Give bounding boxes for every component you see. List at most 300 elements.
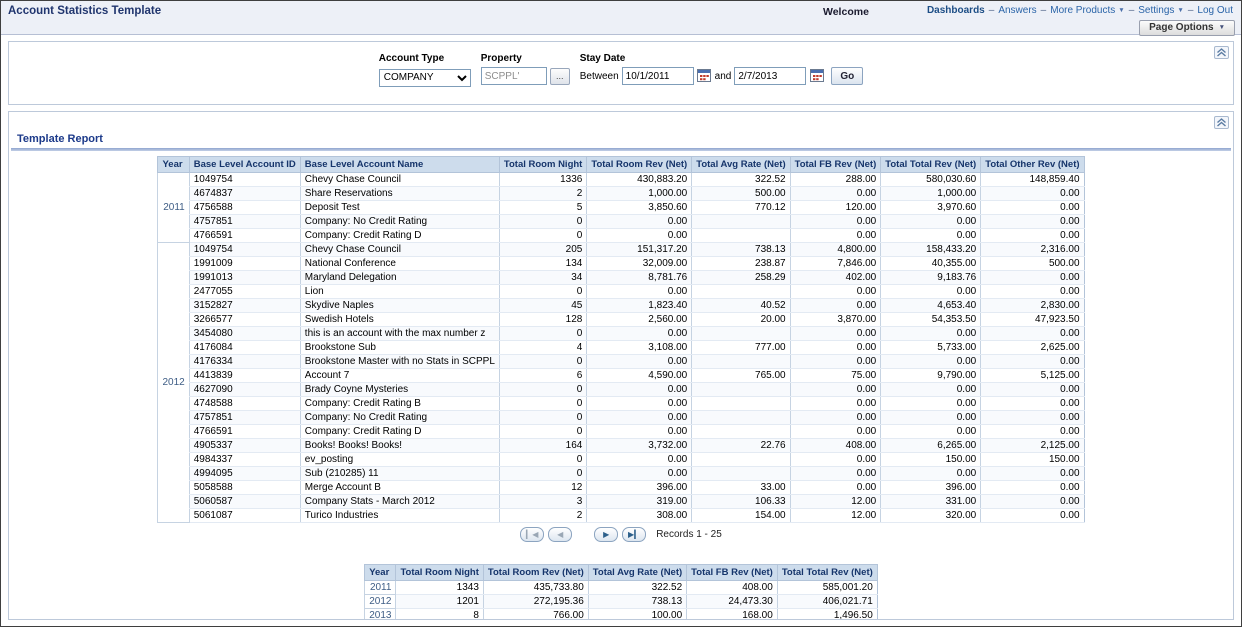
account-name-cell: Turico Industries — [300, 509, 499, 523]
account-name-cell: this is an account with the max number z — [300, 327, 499, 341]
value-cell — [692, 229, 790, 243]
account-id-cell: 3454080 — [189, 327, 300, 341]
value-cell: 0.00 — [587, 215, 692, 229]
report-title: Template Report — [17, 133, 103, 145]
value-cell: 12 — [499, 481, 586, 495]
account-id-cell: 4757851 — [189, 411, 300, 425]
value-cell: 738.13 — [692, 243, 790, 257]
table-row — [158, 243, 1084, 257]
value-cell: 0.00 — [790, 285, 881, 299]
account-id-cell: 4176334 — [189, 355, 300, 369]
account-name-cell: Skydive Naples — [300, 299, 499, 313]
value-cell: 0.00 — [587, 397, 692, 411]
summary-value-cell: 1,496.50 — [777, 609, 877, 620]
value-cell — [692, 467, 790, 481]
value-cell: 0.00 — [587, 229, 692, 243]
table-row — [158, 453, 1084, 467]
summary-section — [9, 564, 1233, 619]
account-id-cell: 1991009 — [189, 257, 300, 271]
property-label: Property — [480, 53, 522, 64]
summary-value-cell: 272,195.36 — [483, 595, 588, 609]
column-header: Base Level Account ID — [189, 157, 300, 173]
value-cell: 3,870.00 — [790, 313, 881, 327]
value-cell: 20.00 — [692, 313, 790, 327]
value-cell: 396.00 — [881, 481, 981, 495]
value-cell: 8,781.76 — [587, 271, 692, 285]
value-cell — [692, 397, 790, 411]
value-cell: 0.00 — [981, 495, 1084, 509]
table-row — [158, 397, 1084, 411]
stay-date-to-input[interactable] — [734, 67, 806, 85]
value-cell: 5,733.00 — [881, 341, 981, 355]
value-cell: 4,800.00 — [790, 243, 881, 257]
table-row — [158, 229, 1084, 243]
table-row — [158, 411, 1084, 425]
account-type-label: Account Type — [378, 53, 445, 64]
account-id-cell: 4905337 — [189, 439, 300, 453]
page-options-button[interactable] — [1139, 20, 1235, 36]
account-id-cell: 4756588 — [189, 201, 300, 215]
table-row — [158, 327, 1084, 341]
chevron-down-icon: ▼ — [1177, 7, 1184, 14]
value-cell — [692, 453, 790, 467]
account-name-cell: Share Reservations — [300, 187, 499, 201]
main-report-table — [157, 156, 1084, 523]
table-row — [158, 467, 1084, 481]
value-cell: 0.00 — [981, 215, 1084, 229]
value-cell: 2,125.00 — [981, 439, 1084, 453]
summary-row — [365, 609, 878, 620]
value-cell: 0.00 — [587, 383, 692, 397]
account-name-cell: Brady Coyne Mysteries — [300, 383, 499, 397]
column-header: Total Avg Rate (Net) — [692, 157, 790, 173]
value-cell: 0.00 — [981, 327, 1084, 341]
summary-header-row — [365, 565, 878, 581]
column-header: Total Room Rev (Net) — [587, 157, 692, 173]
value-cell: 0.00 — [790, 341, 881, 355]
value-cell: 45 — [499, 299, 586, 313]
value-cell: 0 — [499, 425, 586, 439]
account-id-cell: 4984337 — [189, 453, 300, 467]
table-row — [158, 355, 1084, 369]
account-id-cell: 4413839 — [189, 369, 300, 383]
last-page-button[interactable]: ▶▎ — [622, 527, 646, 542]
value-cell: 0.00 — [790, 453, 881, 467]
value-cell: 0.00 — [587, 453, 692, 467]
nav-separator: – — [1187, 5, 1194, 16]
value-cell: 4,590.00 — [587, 369, 692, 383]
account-type-select[interactable] — [379, 69, 471, 87]
account-id-cell: 1049754 — [189, 173, 300, 187]
pagination — [9, 527, 1233, 542]
column-header: Base Level Account Name — [300, 157, 499, 173]
account-name-cell: Brookstone Master with no Stats in SCPPL — [300, 355, 499, 369]
account-id-cell: 3266577 — [189, 313, 300, 327]
value-cell: 3,850.60 — [587, 201, 692, 215]
value-cell: 2,560.00 — [587, 313, 692, 327]
collapse-chevron-icon — [1216, 118, 1227, 127]
value-cell: 0.00 — [981, 271, 1084, 285]
account-name-cell: Chevy Chase Council — [300, 243, 499, 257]
value-cell: 580,030.60 — [881, 173, 981, 187]
account-name-cell: Maryland Delegation — [300, 271, 499, 285]
value-cell: 0.00 — [587, 355, 692, 369]
value-cell: 34 — [499, 271, 586, 285]
summary-value-cell: 1343 — [396, 581, 483, 595]
top-nav — [927, 5, 1233, 16]
value-cell: 5,125.00 — [981, 369, 1084, 383]
year-group-cell: 2012 — [158, 243, 189, 523]
value-cell: 0.00 — [981, 411, 1084, 425]
value-cell — [692, 383, 790, 397]
value-cell: 33.00 — [692, 481, 790, 495]
column-header: Total Other Rev (Net) — [981, 157, 1084, 173]
summary-value-cell: 1201 — [396, 595, 483, 609]
stay-date-from-input[interactable] — [622, 67, 694, 85]
summary-row — [365, 581, 878, 595]
calendar-icon[interactable] — [809, 69, 824, 84]
calendar-icon[interactable] — [697, 69, 712, 84]
value-cell: 54,353.50 — [881, 313, 981, 327]
value-cell: 0 — [499, 229, 586, 243]
account-name-cell: Lion — [300, 285, 499, 299]
top-bar — [1, 1, 1241, 35]
summary-value-cell: 24,473.30 — [687, 595, 778, 609]
value-cell: 9,790.00 — [881, 369, 981, 383]
summary-value-cell: 435,733.80 — [483, 581, 588, 595]
value-cell: 0 — [499, 285, 586, 299]
value-cell: 0 — [499, 467, 586, 481]
value-cell: 322.52 — [692, 173, 790, 187]
value-cell: 320.00 — [881, 509, 981, 523]
value-cell: 0.00 — [881, 355, 981, 369]
value-cell: 148,859.40 — [981, 173, 1084, 187]
value-cell: 408.00 — [790, 439, 881, 453]
value-cell: 0.00 — [790, 481, 881, 495]
value-cell — [692, 425, 790, 439]
value-cell: 0 — [499, 397, 586, 411]
account-name-cell: Company Stats - March 2012 — [300, 495, 499, 509]
value-cell: 0.00 — [981, 229, 1084, 243]
value-cell — [692, 411, 790, 425]
account-id-cell: 4748588 — [189, 397, 300, 411]
value-cell: 2,830.00 — [981, 299, 1084, 313]
nav-dashboards[interactable]: Dashboards — [926, 5, 985, 16]
value-cell: 4,653.40 — [881, 299, 981, 313]
value-cell: 258.29 — [692, 271, 790, 285]
nav-log-out[interactable]: Log Out — [1197, 5, 1233, 16]
summary-row — [365, 595, 878, 609]
table-row — [158, 495, 1084, 509]
first-page-button[interactable]: ▎◀ — [520, 527, 544, 542]
account-name-cell: Company: Credit Rating D — [300, 425, 499, 439]
value-cell: 0.00 — [881, 425, 981, 439]
value-cell: 12.00 — [790, 495, 881, 509]
nav-separator: – — [988, 5, 995, 16]
value-cell: 3,108.00 — [587, 341, 692, 355]
value-cell: 0.00 — [587, 411, 692, 425]
value-cell: 0.00 — [981, 509, 1084, 523]
table-row — [158, 299, 1084, 313]
chevron-down-icon: ▼ — [1218, 24, 1225, 31]
value-cell: 0 — [499, 215, 586, 229]
account-id-cell: 2477055 — [189, 285, 300, 299]
value-cell: 6,265.00 — [881, 439, 981, 453]
account-id-cell: 4766591 — [189, 425, 300, 439]
account-id-cell: 4176084 — [189, 341, 300, 355]
value-cell: 0.00 — [790, 397, 881, 411]
value-cell: 770.12 — [692, 201, 790, 215]
nav-settings[interactable]: Settings — [1138, 5, 1175, 16]
value-cell: 0.00 — [981, 285, 1084, 299]
value-cell: 1336 — [499, 173, 586, 187]
value-cell: 430,883.20 — [587, 173, 692, 187]
value-cell: 288.00 — [790, 173, 881, 187]
report-panel — [8, 111, 1234, 620]
between-label: Between — [579, 70, 619, 82]
go-button[interactable]: Go — [831, 67, 863, 85]
filter-row — [9, 53, 1233, 87]
value-cell: 0.00 — [981, 481, 1084, 495]
account-name-cell: Swedish Hotels — [300, 313, 499, 327]
value-cell: 0.00 — [881, 383, 981, 397]
value-cell: 134 — [499, 257, 586, 271]
summary-value-cell: 8 — [396, 609, 483, 620]
value-cell: 0.00 — [981, 201, 1084, 215]
value-cell: 164 — [499, 439, 586, 453]
column-header: Total Room Night — [499, 157, 586, 173]
value-cell: 0.00 — [981, 355, 1084, 369]
account-id-cell: 5061087 — [189, 509, 300, 523]
summary-year-cell: 2011 — [365, 581, 396, 595]
value-cell: 1,000.00 — [587, 187, 692, 201]
value-cell: 500.00 — [981, 257, 1084, 271]
value-cell: 205 — [499, 243, 586, 257]
value-cell: 150.00 — [981, 453, 1084, 467]
summary-value-cell: 100.00 — [588, 609, 686, 620]
value-cell: 0.00 — [981, 467, 1084, 481]
value-cell: 0.00 — [790, 327, 881, 341]
nav-more-products[interactable]: More Products — [1050, 5, 1116, 16]
value-cell: 1,000.00 — [881, 187, 981, 201]
account-name-cell: Merge Account B — [300, 481, 499, 495]
summary-column-header: Total Room Rev (Net) — [483, 565, 588, 581]
value-cell: 0 — [499, 453, 586, 467]
summary-value-cell: 408.00 — [687, 581, 778, 595]
value-cell: 500.00 — [692, 187, 790, 201]
value-cell: 0 — [499, 411, 586, 425]
value-cell: 0.00 — [790, 411, 881, 425]
value-cell: 151,317.20 — [587, 243, 692, 257]
summary-column-header: Total Avg Rate (Net) — [588, 565, 686, 581]
value-cell: 128 — [499, 313, 586, 327]
page-title: Account Statistics Template — [8, 5, 162, 17]
value-cell: 22.76 — [692, 439, 790, 453]
summary-value-cell: 322.52 — [588, 581, 686, 595]
column-header: Year — [158, 157, 189, 173]
report-body — [9, 156, 1233, 619]
value-cell: 47,923.50 — [981, 313, 1084, 327]
year-group-cell: 2011 — [158, 173, 189, 243]
value-cell: 0.00 — [790, 215, 881, 229]
value-cell: 40.52 — [692, 299, 790, 313]
collapse-report-button[interactable] — [1214, 116, 1229, 129]
account-id-cell: 1049754 — [189, 243, 300, 257]
value-cell: 12.00 — [790, 509, 881, 523]
value-cell: 765.00 — [692, 369, 790, 383]
table-row — [158, 425, 1084, 439]
table-row — [158, 369, 1084, 383]
value-cell: 158,433.20 — [881, 243, 981, 257]
value-cell: 0.00 — [587, 327, 692, 341]
nav-separator: – — [1040, 5, 1047, 16]
value-cell: 6 — [499, 369, 586, 383]
welcome-text: Welcome — [823, 6, 869, 18]
table-row — [158, 509, 1084, 523]
value-cell: 0.00 — [881, 285, 981, 299]
column-header: Total FB Rev (Net) — [790, 157, 881, 173]
summary-year-cell: 2013 — [365, 609, 396, 620]
account-name-cell: ev_posting — [300, 453, 499, 467]
property-input[interactable] — [481, 67, 547, 85]
value-cell: 2,625.00 — [981, 341, 1084, 355]
table-row — [158, 481, 1084, 495]
value-cell: 0.00 — [790, 467, 881, 481]
value-cell: 1,823.40 — [587, 299, 692, 313]
value-cell: 0.00 — [587, 425, 692, 439]
value-cell: 0.00 — [881, 229, 981, 243]
table-row — [158, 271, 1084, 285]
value-cell: 0.00 — [790, 383, 881, 397]
value-cell: 0.00 — [881, 397, 981, 411]
value-cell: 5 — [499, 201, 586, 215]
summary-column-header: Year — [365, 565, 396, 581]
value-cell: 402.00 — [790, 271, 881, 285]
value-cell: 40,355.00 — [881, 257, 981, 271]
column-header: Total Total Rev (Net) — [881, 157, 981, 173]
value-cell: 0.00 — [981, 425, 1084, 439]
summary-year-cell: 2012 — [365, 595, 396, 609]
filter-panel — [8, 41, 1234, 105]
value-cell: 150.00 — [881, 453, 981, 467]
account-id-cell: 1991013 — [189, 271, 300, 285]
summary-table — [364, 564, 878, 619]
stay-date-filter — [580, 53, 864, 85]
nav-answers[interactable]: Answers — [998, 5, 1037, 16]
value-cell — [692, 355, 790, 369]
table-row — [158, 439, 1084, 453]
value-cell: 238.87 — [692, 257, 790, 271]
account-name-cell: Company: Credit Rating D — [300, 229, 499, 243]
value-cell: 0.00 — [881, 467, 981, 481]
value-cell: 106.33 — [692, 495, 790, 509]
value-cell: 9,183.76 — [881, 271, 981, 285]
value-cell: 0.00 — [790, 187, 881, 201]
summary-table-body — [365, 581, 878, 620]
account-name-cell: Chevy Chase Council — [300, 173, 499, 187]
summary-value-cell: 766.00 — [483, 609, 588, 620]
value-cell: 154.00 — [692, 509, 790, 523]
account-id-cell: 4757851 — [189, 215, 300, 229]
account-name-cell: National Conference — [300, 257, 499, 271]
header-row — [158, 157, 1084, 173]
chevron-down-icon: ▼ — [1118, 7, 1125, 14]
value-cell: 0 — [499, 355, 586, 369]
value-cell: 2 — [499, 187, 586, 201]
stay-date-label: Stay Date — [579, 53, 626, 64]
and-label: and — [714, 70, 732, 82]
account-name-cell: Company: No Credit Rating — [300, 215, 499, 229]
value-cell: 0.00 — [790, 425, 881, 439]
value-cell: 0.00 — [981, 397, 1084, 411]
summary-table-header — [365, 565, 878, 581]
value-cell: 0.00 — [981, 187, 1084, 201]
table-row — [158, 173, 1084, 187]
account-name-cell: Company: No Credit Rating — [300, 411, 499, 425]
value-cell: 0 — [499, 383, 586, 397]
table-row — [158, 383, 1084, 397]
account-id-cell: 5060587 — [189, 495, 300, 509]
table-row — [158, 341, 1084, 355]
value-cell: 32,009.00 — [587, 257, 692, 271]
value-cell: 0.00 — [981, 383, 1084, 397]
summary-value-cell: 585,001.20 — [777, 581, 877, 595]
value-cell: 0.00 — [790, 229, 881, 243]
table-row — [158, 285, 1084, 299]
property-filter — [481, 53, 570, 85]
account-id-cell: 4994095 — [189, 467, 300, 481]
nav-separator: – — [1128, 5, 1135, 16]
value-cell: 2,316.00 — [981, 243, 1084, 257]
value-cell: 0.00 — [881, 327, 981, 341]
value-cell: 0.00 — [881, 411, 981, 425]
next-page-button[interactable]: ▶ — [594, 527, 618, 542]
value-cell: 319.00 — [587, 495, 692, 509]
value-cell: 4 — [499, 341, 586, 355]
account-name-cell: Books! Books! Books! — [300, 439, 499, 453]
page-options-label: Page Options — [1149, 22, 1214, 33]
account-name-cell: Brookstone Sub — [300, 341, 499, 355]
value-cell: 2 — [499, 509, 586, 523]
account-name-cell: Company: Credit Rating B — [300, 397, 499, 411]
summary-value-cell: 738.13 — [588, 595, 686, 609]
summary-column-header: Total FB Rev (Net) — [687, 565, 778, 581]
previous-page-button[interactable]: ◀ — [548, 527, 572, 542]
value-cell — [692, 285, 790, 299]
summary-column-header: Total Room Night — [396, 565, 483, 581]
table-row — [158, 215, 1084, 229]
value-cell: 0.00 — [587, 467, 692, 481]
account-name-cell: Sub (210285) 11 — [300, 467, 499, 481]
main-table-header — [158, 157, 1084, 173]
value-cell: 3,970.60 — [881, 201, 981, 215]
account-name-cell: Deposit Test — [300, 201, 499, 215]
account-id-cell: 4674837 — [189, 187, 300, 201]
account-name-cell: Account 7 — [300, 369, 499, 383]
account-id-cell: 4627090 — [189, 383, 300, 397]
value-cell: 777.00 — [692, 341, 790, 355]
property-lookup-button[interactable]: ... — [550, 68, 570, 85]
value-cell: 3 — [499, 495, 586, 509]
account-id-cell: 3152827 — [189, 299, 300, 313]
account-type-filter — [379, 53, 471, 87]
account-id-cell: 4766591 — [189, 229, 300, 243]
value-cell — [692, 215, 790, 229]
summary-value-cell: 168.00 — [687, 609, 778, 620]
account-id-cell: 5058588 — [189, 481, 300, 495]
table-row — [158, 257, 1084, 271]
value-cell: 3,732.00 — [587, 439, 692, 453]
